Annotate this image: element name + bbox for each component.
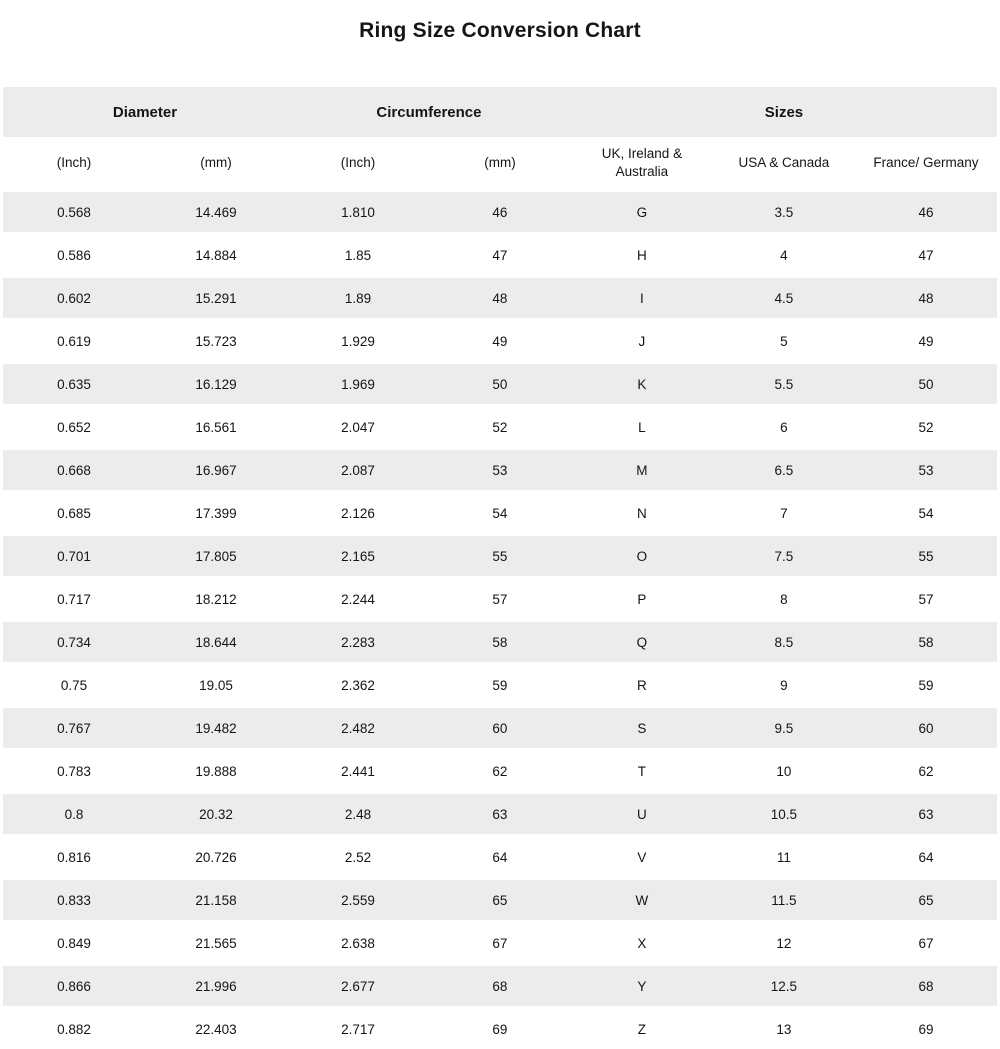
table-cell: 0.882 — [3, 1008, 145, 1049]
table-row — [3, 621, 997, 664]
table-cell: 20.32 — [145, 793, 287, 836]
table-cell: G — [571, 191, 713, 234]
table-cell: 19.05 — [145, 664, 287, 707]
table-cell: T — [571, 750, 713, 793]
table-row — [3, 492, 997, 535]
table-cell: 2.165 — [287, 535, 429, 578]
table-cell: 12.5 — [713, 965, 855, 1008]
table-cell: 1.85 — [287, 234, 429, 277]
table-cell: 2.047 — [287, 406, 429, 449]
table-row — [3, 363, 997, 406]
table-cell: 59 — [429, 664, 571, 707]
table-cell: 0.685 — [3, 492, 145, 535]
column-header-5: USA & Canada — [713, 137, 855, 191]
table-cell: 2.482 — [287, 707, 429, 750]
table-cell: 55 — [855, 535, 997, 578]
table-cell: 14.469 — [145, 191, 287, 234]
table-cell: U — [571, 793, 713, 836]
table-cell: 49 — [855, 320, 997, 363]
table-cell: 55 — [429, 535, 571, 578]
table-cell: 22.403 — [145, 1008, 287, 1049]
page-title: Ring Size Conversion Chart — [0, 0, 1000, 43]
table-cell: 62 — [429, 750, 571, 793]
table-cell: Y — [571, 965, 713, 1008]
table-cell: 54 — [855, 492, 997, 535]
table-cell: Q — [571, 621, 713, 664]
table-cell: 18.212 — [145, 578, 287, 621]
table-cell: J — [571, 320, 713, 363]
table-cell: 2.244 — [287, 578, 429, 621]
table-cell: 63 — [429, 793, 571, 836]
table-cell: 0.568 — [3, 191, 145, 234]
table-cell: 7 — [713, 492, 855, 535]
table-cell: 0.833 — [3, 879, 145, 922]
table-cell: 69 — [855, 1008, 997, 1049]
table-cell: 20.726 — [145, 836, 287, 879]
table-cell: 0.635 — [3, 363, 145, 406]
table-cell: 16.129 — [145, 363, 287, 406]
table-cell: 4.5 — [713, 277, 855, 320]
table-cell: 62 — [855, 750, 997, 793]
table-cell: 1.810 — [287, 191, 429, 234]
table-cell: 10 — [713, 750, 855, 793]
table-cell: 17.805 — [145, 535, 287, 578]
table-cell: 5 — [713, 320, 855, 363]
table-cell: 11.5 — [713, 879, 855, 922]
table-cell: 1.89 — [287, 277, 429, 320]
table-cell: 0.767 — [3, 707, 145, 750]
table-cell: 15.723 — [145, 320, 287, 363]
column-header-6: France/ Germany — [855, 137, 997, 191]
table-cell: 64 — [855, 836, 997, 879]
column-header-2: (Inch) — [287, 137, 429, 191]
table-cell: S — [571, 707, 713, 750]
table-cell: 65 — [429, 879, 571, 922]
column-header-row — [3, 137, 997, 191]
table-row — [3, 879, 997, 922]
table-cell: 21.565 — [145, 922, 287, 965]
table-cell: 21.158 — [145, 879, 287, 922]
table-row — [3, 406, 997, 449]
table-cell: H — [571, 234, 713, 277]
table-cell: 0.602 — [3, 277, 145, 320]
table-cell: 18.644 — [145, 621, 287, 664]
table-cell: 0.586 — [3, 234, 145, 277]
table-cell: 17.399 — [145, 492, 287, 535]
table-cell: W — [571, 879, 713, 922]
table-cell: 7.5 — [713, 535, 855, 578]
table-cell: 65 — [855, 879, 997, 922]
table-cell: 2.441 — [287, 750, 429, 793]
table-cell: 14.884 — [145, 234, 287, 277]
table-cell: R — [571, 664, 713, 707]
table-cell: 2.559 — [287, 879, 429, 922]
table-cell: 2.52 — [287, 836, 429, 879]
table-cell: 6.5 — [713, 449, 855, 492]
table-cell: 67 — [429, 922, 571, 965]
table-cell: 68 — [855, 965, 997, 1008]
table-row — [3, 277, 997, 320]
group-header-row — [3, 87, 997, 137]
table-cell: 46 — [855, 191, 997, 234]
table-row — [3, 578, 997, 621]
table-cell: 8.5 — [713, 621, 855, 664]
table-cell: 0.701 — [3, 535, 145, 578]
table-cell: Z — [571, 1008, 713, 1049]
table-cell: K — [571, 363, 713, 406]
table-cell: 0.816 — [3, 836, 145, 879]
table-cell: L — [571, 406, 713, 449]
table-row — [3, 234, 997, 277]
table-cell: 58 — [429, 621, 571, 664]
table-cell: 60 — [855, 707, 997, 750]
table-row — [3, 750, 997, 793]
table-cell: 49 — [429, 320, 571, 363]
table-cell: 0.668 — [3, 449, 145, 492]
table-cell: 47 — [429, 234, 571, 277]
column-header-3: (mm) — [429, 137, 571, 191]
table-cell: 21.996 — [145, 965, 287, 1008]
table-cell: 50 — [855, 363, 997, 406]
table-cell: 58 — [855, 621, 997, 664]
table-row — [3, 535, 997, 578]
table-cell: 69 — [429, 1008, 571, 1049]
table-cell: 68 — [429, 965, 571, 1008]
table-cell: 5.5 — [713, 363, 855, 406]
table-cell: 0.652 — [3, 406, 145, 449]
table-cell: 67 — [855, 922, 997, 965]
table-cell: 12 — [713, 922, 855, 965]
table-row — [3, 1008, 997, 1049]
table-cell: 0.849 — [3, 922, 145, 965]
table-cell: 53 — [855, 449, 997, 492]
table-cell: 2.362 — [287, 664, 429, 707]
table-cell: 0.866 — [3, 965, 145, 1008]
table-cell: 53 — [429, 449, 571, 492]
table-cell: 1.969 — [287, 363, 429, 406]
table-cell: 48 — [429, 277, 571, 320]
table-cell: 2.126 — [287, 492, 429, 535]
table-cell: 19.482 — [145, 707, 287, 750]
table-cell: 48 — [855, 277, 997, 320]
table-cell: 60 — [429, 707, 571, 750]
table-row — [3, 965, 997, 1008]
ring-size-table — [3, 87, 997, 1049]
table-cell: 2.48 — [287, 793, 429, 836]
table-cell: M — [571, 449, 713, 492]
table-cell: 6 — [713, 406, 855, 449]
table-cell: 1.929 — [287, 320, 429, 363]
table-cell: 0.783 — [3, 750, 145, 793]
table-cell: 63 — [855, 793, 997, 836]
column-header-4: UK, Ireland & Australia — [571, 137, 713, 191]
table-cell: O — [571, 535, 713, 578]
table-row — [3, 707, 997, 750]
table-row — [3, 191, 997, 234]
table-cell: 2.283 — [287, 621, 429, 664]
table-cell: V — [571, 836, 713, 879]
table-cell: 50 — [429, 363, 571, 406]
table-cell: 19.888 — [145, 750, 287, 793]
table-cell: P — [571, 578, 713, 621]
table-cell: 3.5 — [713, 191, 855, 234]
table-cell: 2.677 — [287, 965, 429, 1008]
table-cell: 57 — [855, 578, 997, 621]
column-header-0: (Inch) — [3, 137, 145, 191]
table-cell: 57 — [429, 578, 571, 621]
table-cell: 2.638 — [287, 922, 429, 965]
table-cell: 15.291 — [145, 277, 287, 320]
table-cell: 0.619 — [3, 320, 145, 363]
table-row — [3, 449, 997, 492]
table-cell: 16.967 — [145, 449, 287, 492]
table-body — [3, 191, 997, 1049]
table-cell: X — [571, 922, 713, 965]
table-cell: 59 — [855, 664, 997, 707]
table-cell: 13 — [713, 1008, 855, 1049]
table-cell: 4 — [713, 234, 855, 277]
table-cell: 0.717 — [3, 578, 145, 621]
table-cell: 64 — [429, 836, 571, 879]
table-cell: 54 — [429, 492, 571, 535]
group-header-circumference: Circumference — [287, 87, 571, 137]
table-row — [3, 664, 997, 707]
table-row — [3, 922, 997, 965]
table-row — [3, 793, 997, 836]
table-cell: 2.087 — [287, 449, 429, 492]
table-cell: 10.5 — [713, 793, 855, 836]
table-cell: 11 — [713, 836, 855, 879]
table-cell: 9.5 — [713, 707, 855, 750]
group-header-diameter: Diameter — [3, 87, 287, 137]
table-row — [3, 320, 997, 363]
table-cell: I — [571, 277, 713, 320]
table-row — [3, 836, 997, 879]
table-cell: 16.561 — [145, 406, 287, 449]
group-header-sizes: Sizes — [571, 87, 997, 137]
table-cell: 0.75 — [3, 664, 145, 707]
table-cell: N — [571, 492, 713, 535]
table-cell: 9 — [713, 664, 855, 707]
table-cell: 47 — [855, 234, 997, 277]
table-cell: 0.8 — [3, 793, 145, 836]
table-cell: 52 — [855, 406, 997, 449]
table-cell: 2.717 — [287, 1008, 429, 1049]
column-header-1: (mm) — [145, 137, 287, 191]
table-cell: 52 — [429, 406, 571, 449]
table-cell: 46 — [429, 191, 571, 234]
table-cell: 0.734 — [3, 621, 145, 664]
table-cell: 8 — [713, 578, 855, 621]
